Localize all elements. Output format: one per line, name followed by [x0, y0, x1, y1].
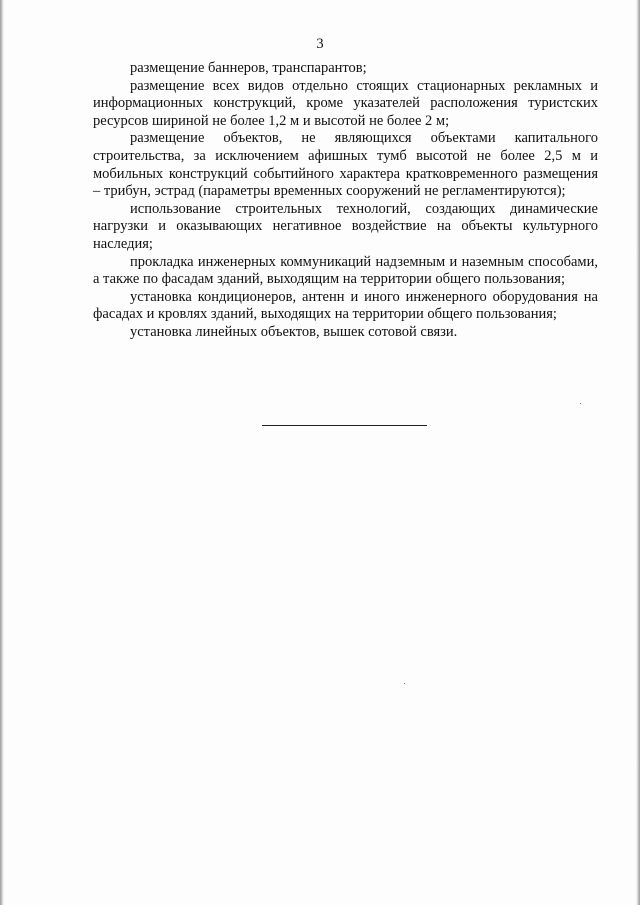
paragraph-non-capital-objects: размещение объектов, не являющихся объектами капитального строительства, за исключением афишных тумб высотой не более 2,5 м и мобильных конструкций событийного характера кратковременного размещения – трибун, эстрад (параметры временных сооружений не регламентируются);	[93, 130, 598, 200]
paragraph-advertising-structures: размещение всех видов отдельно стоящих стационарных рекламных и информационных конструкций, кроме указателей расположения туристских ресурсов шириной не более 1,2 м и высотой не более 2 м;	[93, 77, 598, 129]
scan-edge-right	[636, 0, 640, 905]
paragraph-linear-objects: установка линейных объектов, вышек сотовой связи.	[130, 323, 458, 340]
paragraph-banners: размещение баннеров, транспарантов;	[130, 60, 367, 76]
scan-speck	[580, 403, 581, 404]
document-body	[93, 60, 598, 342]
end-divider-line	[262, 425, 427, 426]
page-number: 3	[316, 36, 324, 52]
scan-speck	[404, 683, 405, 684]
paragraph-construction-technologies: использование строительных технологий, создающих динамические нагрузки и оказывающих негативное воздействие на объекты культурного наследия;	[93, 200, 598, 252]
scan-edge-left	[0, 0, 4, 905]
paragraph-air-conditioners-antennas: установка кондиционеров, антенн и иного инженерного оборудования на фасадах и кровлях зданий, выходящих на территории общего пользования;	[93, 288, 598, 323]
paragraph-utility-lines: прокладка инженерных коммуникаций надземным и наземным способами, а также по фасадам зданий, выходящим на территории общего пользования;	[93, 253, 598, 288]
